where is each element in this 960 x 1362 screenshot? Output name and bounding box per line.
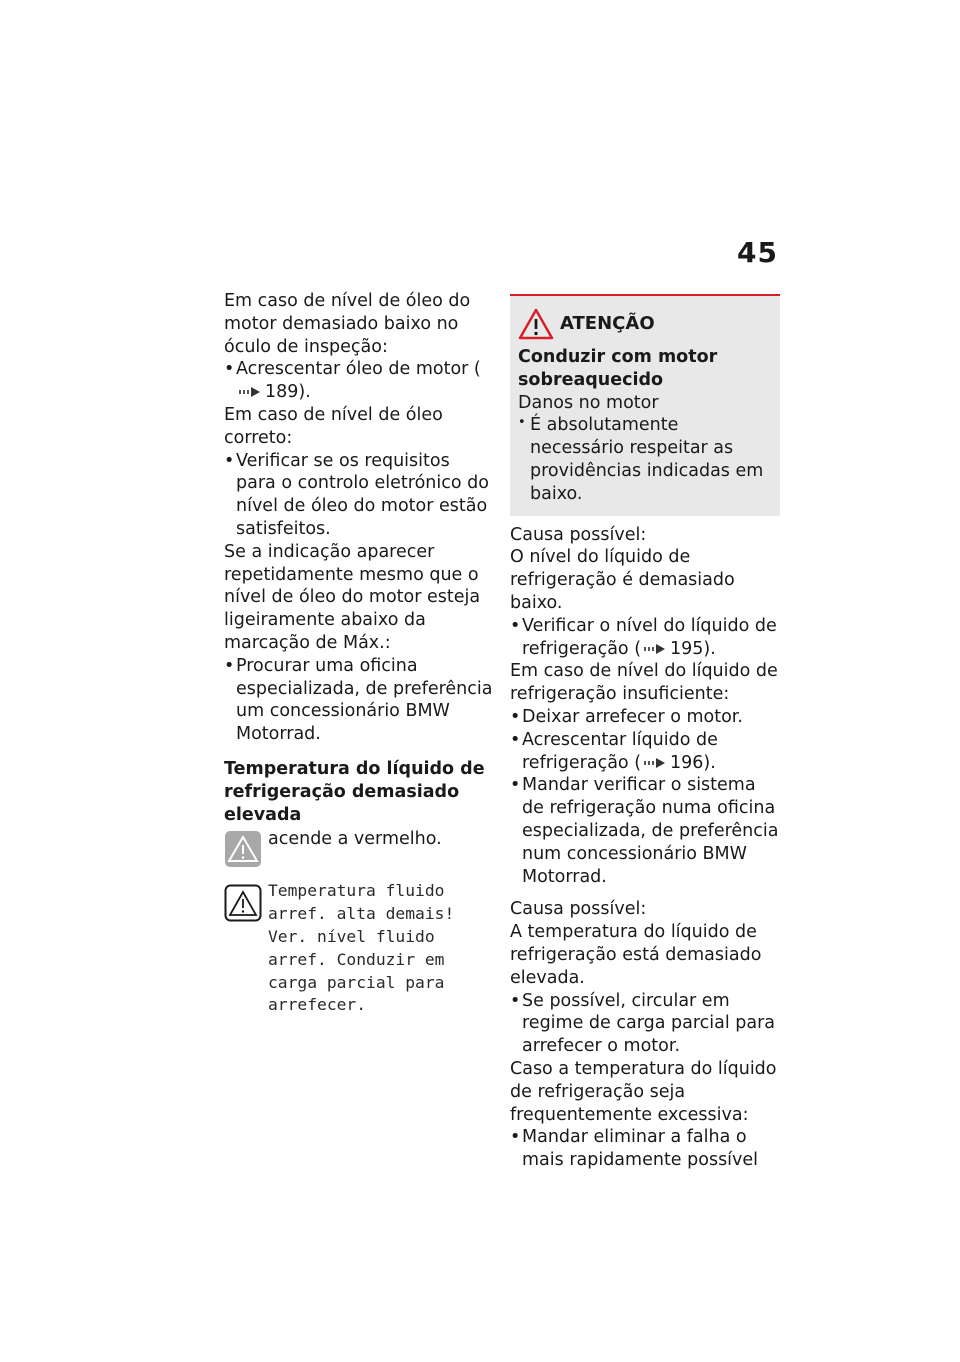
display-message-text: arref. alta demais! Ver. nível fluido arref. Conduzir em carga parcial para arrefecer. xyxy=(268,904,455,1015)
reference-arrow-icon xyxy=(238,386,262,398)
bullet-list xyxy=(224,358,494,404)
bullet-list xyxy=(224,655,494,746)
paragraph: Em caso de nível de óleo do motor demasiado baixo no óculo de inspeção: xyxy=(224,291,471,357)
bullet-list xyxy=(510,706,780,888)
list-item: • Deixar arrefecer o motor. xyxy=(510,706,780,729)
warning-light-row xyxy=(224,828,494,874)
attention-triangle-icon xyxy=(518,308,554,340)
display-message xyxy=(224,880,494,1017)
display-warning-icon xyxy=(224,884,262,922)
reference-arrow-icon xyxy=(643,643,667,655)
attention-subtitle: Conduzir com motor sobreaquecido xyxy=(518,347,718,390)
bullet-list xyxy=(224,450,494,541)
list-item: • Se possível, circular em regime de carga parcial para arrefecer o motor. xyxy=(510,990,780,1058)
bullet-list xyxy=(510,615,780,661)
list-item: • Procurar uma oficina especializada, de preferência um concessionário BMW Motorrad. xyxy=(224,655,494,746)
section-heading: Temperatura do líquido de refrigeração demasiado elevada xyxy=(224,758,485,825)
list-item: • Acrescentar óleo de motor (189). xyxy=(224,358,494,404)
warning-light-text: acende a vermelho. xyxy=(268,829,442,850)
paragraph: Caso a temperatura do líquido de refrigeração seja frequentemente excessiva: xyxy=(510,1058,777,1125)
paragraph: Em caso de nível do líquido de refrigeração insuficiente: xyxy=(510,661,778,705)
list-item: • Mandar eliminar a falha o mais rapidamente possível xyxy=(510,1126,780,1172)
paragraph: Causa possível: xyxy=(510,899,647,920)
paragraph: Em caso de nível de óleo correto: xyxy=(224,404,443,448)
paragraph: Causa possível: xyxy=(510,524,647,545)
bullet-list xyxy=(510,990,780,1058)
page-number: 45 xyxy=(737,236,778,269)
list-item: • Verificar se os requisitos para o controlo eletrónico do nível de óleo do motor estão satisfeitos. xyxy=(224,450,494,541)
attention-title: ATENÇÃO xyxy=(518,308,772,340)
list-item: • Mandar verificar o sistema de refrigeração numa oficina especializada, de preferência num concessionário BMW Motorrad. xyxy=(510,774,780,888)
attention-box xyxy=(510,294,780,516)
list-item: • Acrescentar líquido de refrigeração ( 196). xyxy=(510,729,780,775)
paragraph: O nível do líquido de refrigeração é demasiado baixo. xyxy=(510,547,735,613)
paragraph: A temperatura do líquido de refrigeração está demasiado elevada. xyxy=(510,922,762,988)
left-column xyxy=(224,290,494,1017)
right-column xyxy=(510,294,780,1172)
bullet-list xyxy=(510,1126,780,1172)
reference-arrow-icon xyxy=(643,757,667,769)
display-message-line: Temperatura fluido xyxy=(268,881,445,901)
list-item: • É absolutamente necessário respeitar as providências indicadas em baixo. xyxy=(518,414,772,505)
attention-line: Danos no motor xyxy=(518,392,659,413)
paragraph: Se a indicação aparecer repetidamente mesmo que o nível de óleo do motor esteja ligeiramente abaixo da marcação de Máx.: xyxy=(224,541,481,653)
bullet-list xyxy=(518,414,772,505)
list-item: • Verificar o nível do líquido de refrigeração ( 195). xyxy=(510,615,780,661)
warning-triangle-icon xyxy=(224,830,262,868)
